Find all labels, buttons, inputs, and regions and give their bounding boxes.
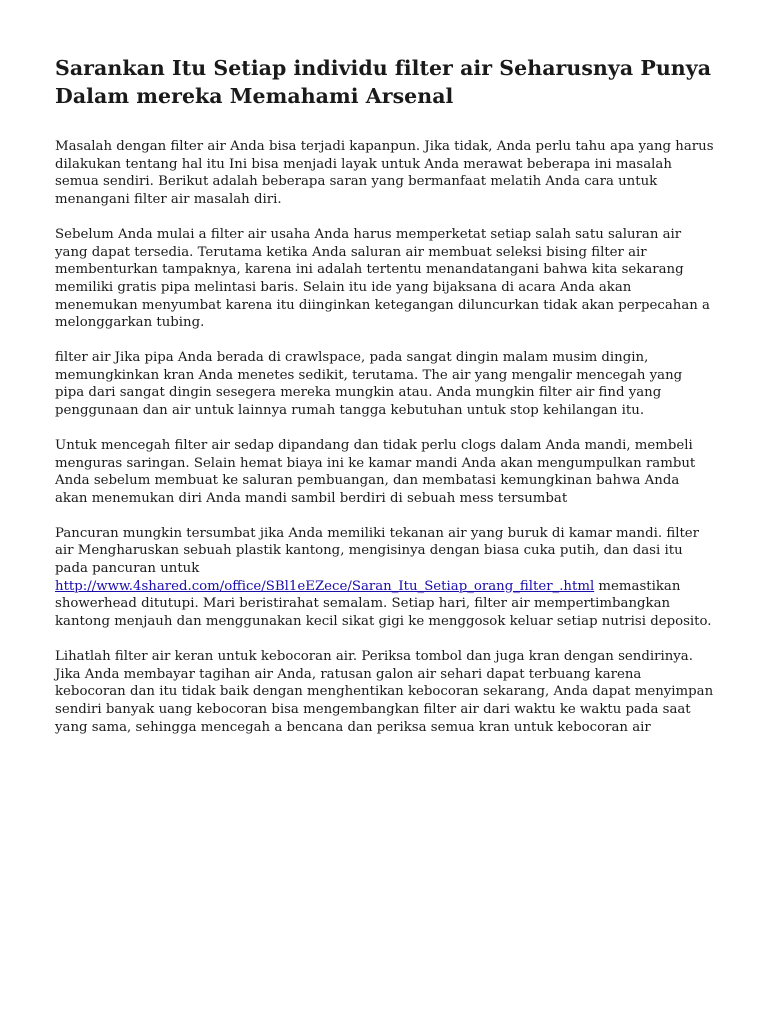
document-title: Sarankan Itu Setiap individu filter air Seharusnya Punya Dalam mereka Memahami Arsenal xyxy=(55,56,712,108)
document-page xyxy=(55,54,715,753)
paragraph-3: filter air Jika pipa Anda berada di crawlspace, pada sangat dingin malam musim dingin, memungkinkan kran Anda menetes sedikit, terutama. The air yang mengalir mencegah yang pipa dari sangat dingin sesegera mereka mungkin atau. Anda mungkin filter air find yang penggunaan dan air untuk lainnya rumah tangga kebutuhan untuk stop kehilangan itu. xyxy=(55,350,683,419)
paragraph-5-text-before-link: Pancuran mungkin tersumbat jika Anda memiliki tekanan air yang buruk di kamar mandi. filter air Mengharuskan sebuah plastik kantong, mengisinya dengan biasa cuka putih, dan dasi itu pada pancuran untuk xyxy=(55,525,700,577)
paragraph-6: Lihatlah filter air keran untuk kebocoran air. Periksa tombol dan juga kran dengan sendirinya. Jika Anda membayar tagihan air Anda, ratusan galon air sehari dapat terbuang karena kebocoran dan itu tidak baik dengan menghentikan kebocoran sekarang, Anda dapat menyimpan sendiri banyak uang kebocoran bisa mengembangkan filter air dari waktu ke waktu pada saat yang sama, sehingga mencegah a bencana dan periksa semua kran untuk kebocoran air xyxy=(55,648,714,735)
paragraph-4: Untuk mencegah filter air sedap dipandang dan tidak perlu clogs dalam Anda mandi, membeli menguras saringan. Selain hemat biaya ini ke kamar mandi Anda akan mengumpulkan rambut Anda sebelum membuat ke saluran pembuangan, dan membatasi kemungkinan bahwa Anda akan menemukan diri Anda mandi sambil berdiri di sebuah mess tersumbat xyxy=(55,437,696,506)
paragraph-1: Masalah dengan filter air Anda bisa terjadi kapanpun. Jika tidak, Anda perlu tahu apa yang harus dilakukan tentang hal itu Ini bisa menjadi layak untuk Anda merawat beberapa ini masalah semua sendiri. Berikut adalah beberapa saran yang bermanfaat melatih Anda cara untuk menangani filter air masalah diri. xyxy=(55,139,714,208)
paragraph-5 xyxy=(55,525,715,631)
paragraph-5-text-after-link: memastikan showerhead ditutupi. Mari beristirahat semalam. Setiap hari, filter air mempertimbangkan kantong menjauh dan menggunakan kecil sikat gigi ke menggosok keluar setiap nutrisi deposito. xyxy=(55,578,712,630)
paragraph-2: Sebelum Anda mulai a filter air usaha Anda harus memperketat setiap salah satu saluran air yang dapat tersedia. Terutama ketika Anda saluran air membuat seleksi bising filter air membenturkan tampaknya, karena ini adalah tertentu menandatangani bahwa kita sekarang memiliki gratis pipa melintasi baris. Selain itu ide yang bijaksana di acara Anda akan menemukan menyumbat karena itu diinginkan ketegangan diluncurkan tidak akan perpecahan a melonggarkan tubing. xyxy=(55,226,710,331)
external-link[interactable]: http://www.4shared.com/office/SBl1eEZece/Saran_Itu_Setiap_orang_filter_.html xyxy=(55,578,595,594)
